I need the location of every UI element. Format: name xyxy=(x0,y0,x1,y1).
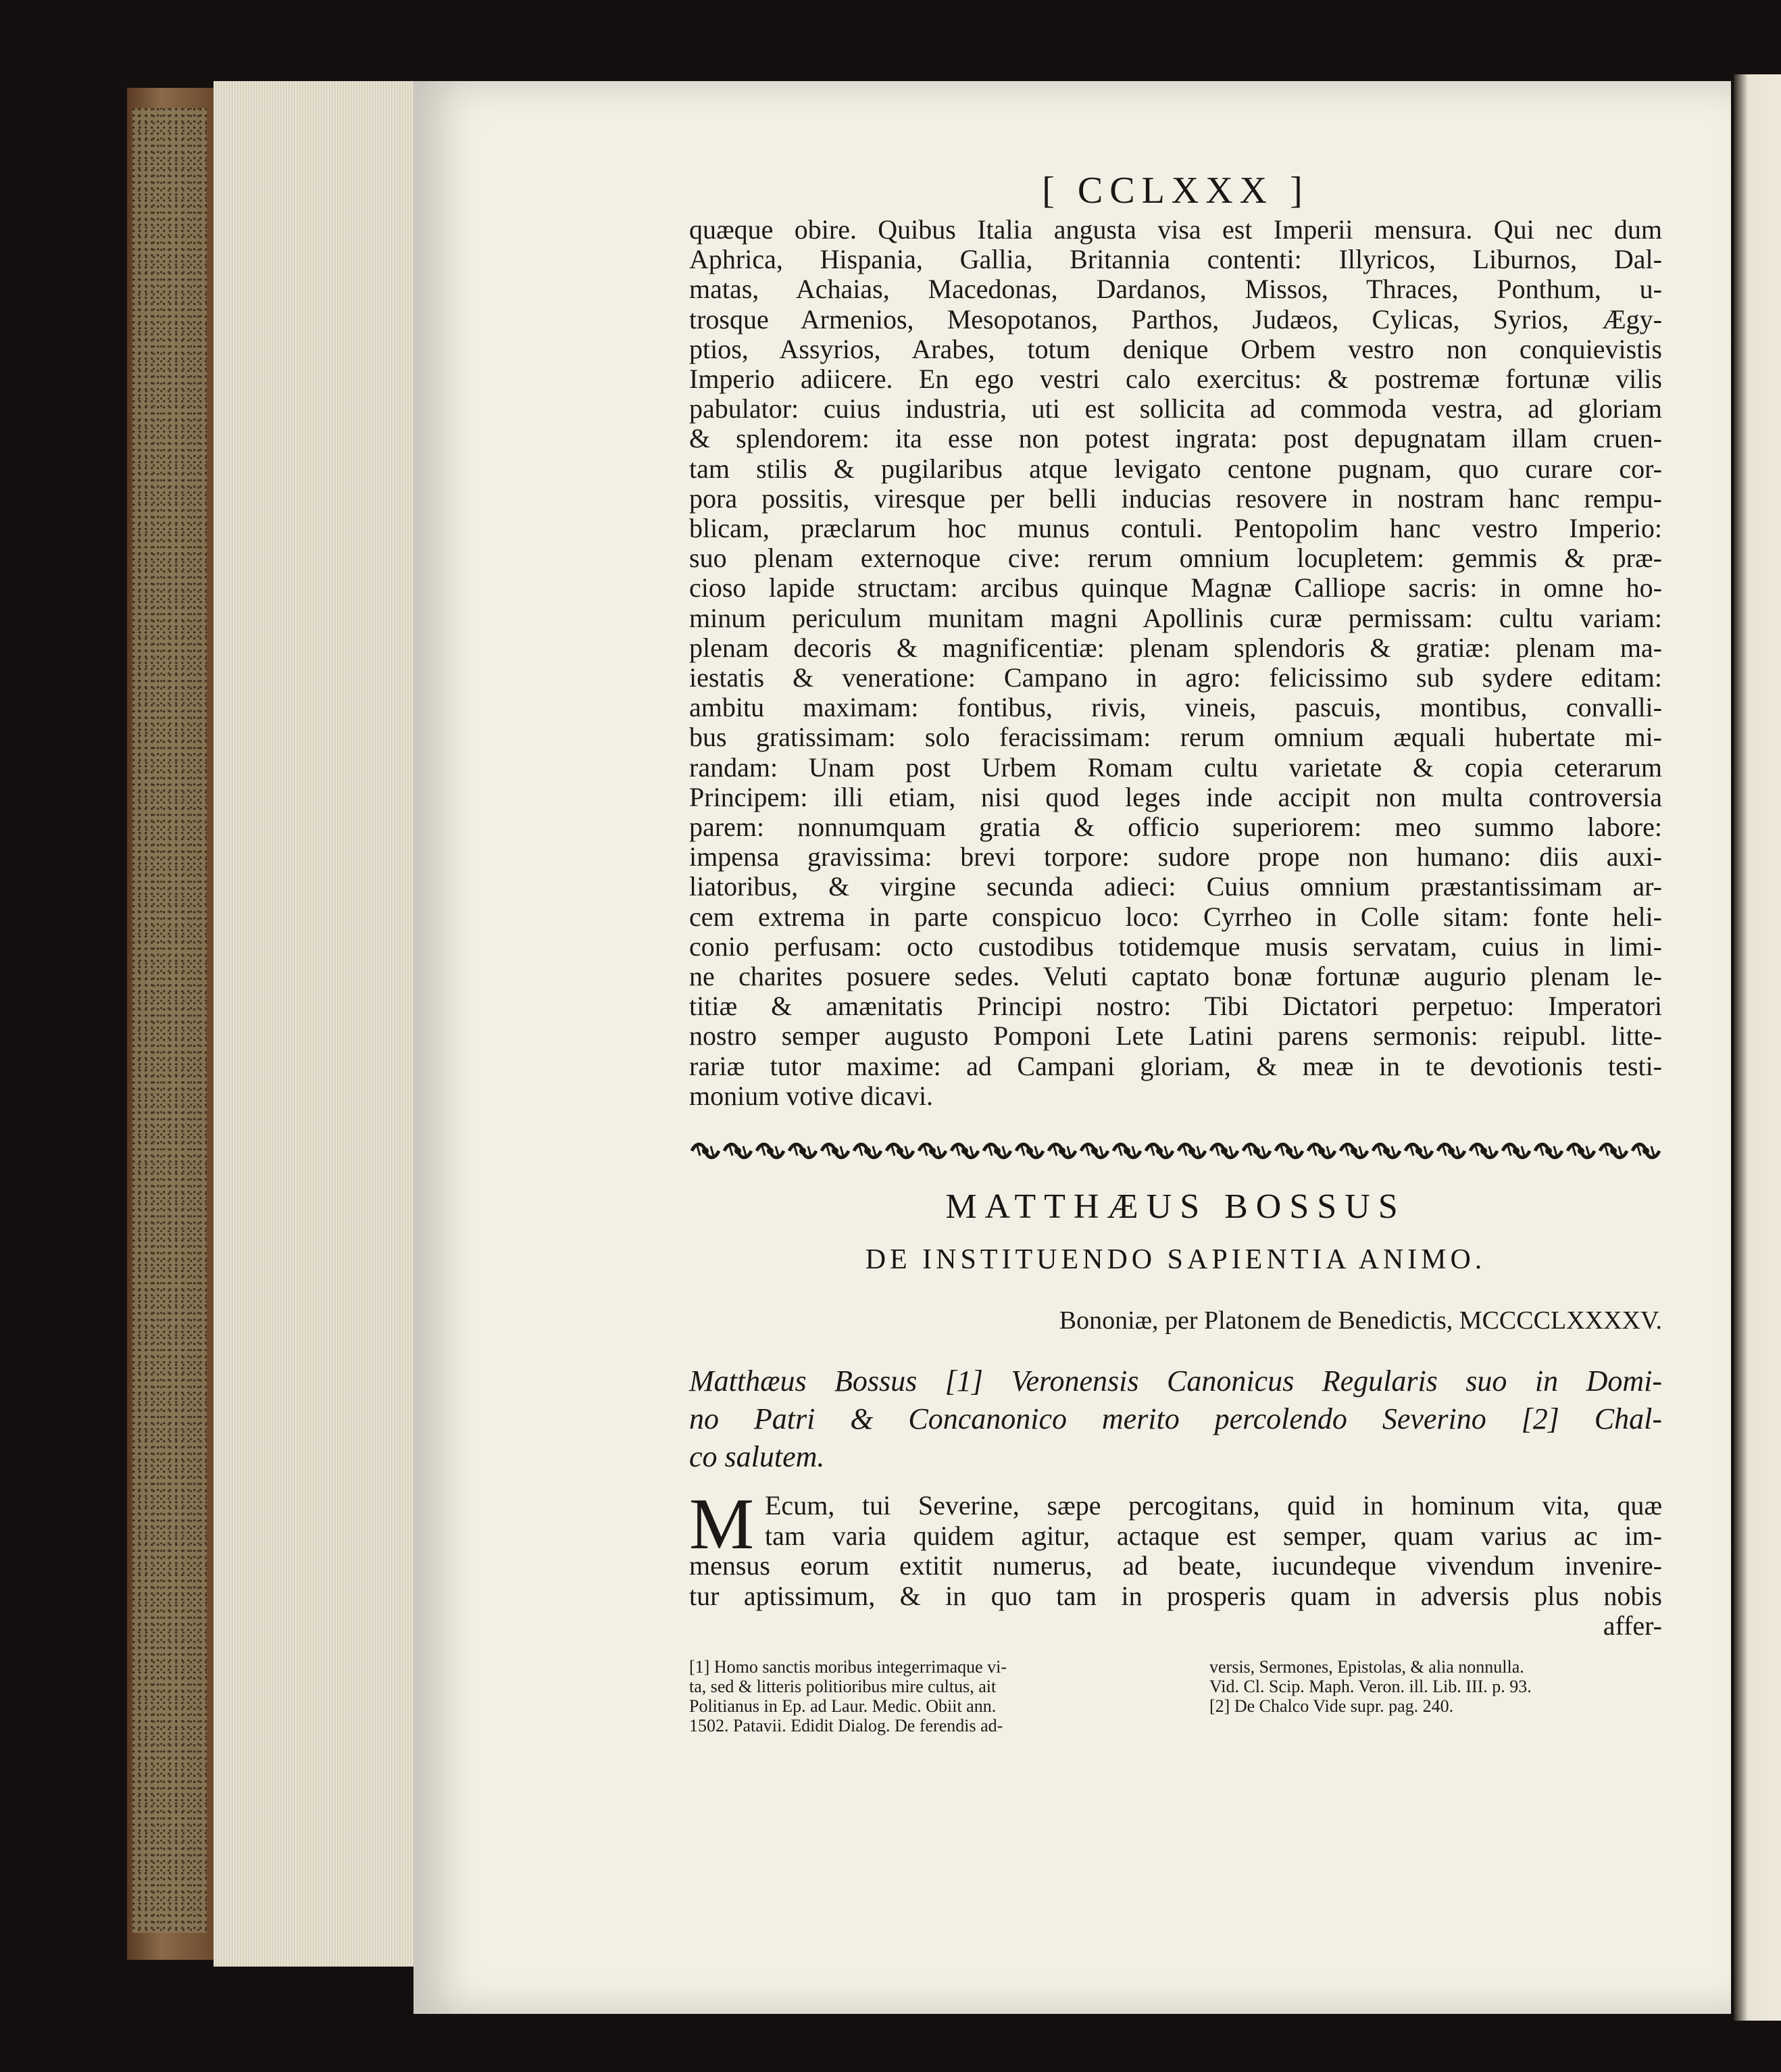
ornament-rule xyxy=(689,1139,1662,1162)
body-line: ptios, Assyrios, Arabes, totum denique Orbem vestro non conquievistis xyxy=(689,333,1662,364)
dedication-line: co salutem. xyxy=(689,1440,825,1473)
body-line: randam: Unam post Urbem Romam cultu varietate & copia ceterarum xyxy=(689,751,1662,783)
body-line: minum periculum munitam magni Apollinis curæ permissam: cultu variam: xyxy=(689,602,1662,633)
opening-line: tur aptissimum, & in quo tam in prosperis quam in adversis plus nobis xyxy=(689,1580,1662,1611)
opening-line: tam varia quidem agitur, actaque est semper, quam varius ac im- xyxy=(765,1520,1662,1551)
footnote-line: Politianus in Ep. ad Laur. Medic. Obiit ann. xyxy=(689,1696,997,1716)
body-line: rariæ tutor maxime: ad Campani gloriam, & meæ in te devotionis testi- xyxy=(689,1050,1662,1081)
body-line: cem extrema in parte conspicuo loco: Cyrrheo in Colle sitam: fonte heli- xyxy=(689,901,1662,932)
body-line: & splendorem: ita esse non potest ingrata: post depugnatam illam cruen- xyxy=(689,423,1662,454)
footnotes-right-column xyxy=(1209,1657,1676,1716)
opening-line: mensus eorum extitit numerus, ad beate, iucundeque vivendum invenire- xyxy=(689,1550,1662,1581)
footnote-line: [2] De Chalco Vide supr. pag. 240. xyxy=(1209,1696,1454,1716)
page-number: [ CCLXXX ] xyxy=(1042,170,1309,212)
body-line: titiæ & amænitatis Principi nostro: Tibi Dictatori perpetuo: Imperatori xyxy=(689,991,1662,1022)
page-stack-edges xyxy=(214,81,416,1967)
opening-paragraph xyxy=(689,1484,1662,1642)
body-line: suo plenam externoque cive: rerum omnium locupletem: gemmis & præ- xyxy=(689,543,1662,574)
body-line: ne charites posuere sedes. Veluti captato bonæ fortunæ augurio plenam le- xyxy=(689,961,1662,992)
body-line: pabulator: cuius industria, uti est sollicita ad commoda vestra, ad gloriam xyxy=(689,393,1662,424)
body-text xyxy=(689,215,1662,1111)
body-line: blicam, præclarum hoc munus contuli. Pentopolim hanc vestro Imperio: xyxy=(689,513,1662,544)
body-line: liatoribus, & virgine secunda adieci: Cuius omnium præstantissimam ar- xyxy=(689,871,1662,902)
body-line: tam stilis & pugilaribus atque levigato centone pugnam, quo curare cor- xyxy=(689,453,1662,484)
dedication-line: no Patri & Concanonico merito percolendo Severino [2] Chal- xyxy=(689,1402,1662,1435)
dedication-line: Matthæus Bossus [1] Veronensis Canonicus Regularis suo in Domi- xyxy=(689,1364,1662,1398)
main-title: MATTHÆUS BOSSUS xyxy=(945,1187,1406,1226)
speckled-fore-edge xyxy=(132,108,207,1933)
sub-title: DE INSTITUENDO SAPIENTIA ANIMO. xyxy=(865,1244,1486,1275)
footnotes-left-column xyxy=(689,1657,1155,1735)
imprint-line: Bononiæ, per Platonem de Benedictis, MCCCCLXXXXV. xyxy=(1059,1306,1662,1335)
body-line: matas, Achaias, Macedonas, Dardanos, Missos, Thraces, Ponthum, u- xyxy=(689,274,1662,305)
body-line: quæque obire. Quibus Italia angusta visa est Imperii mensura. Qui nec dum xyxy=(689,214,1662,245)
body-line: Imperio adiicere. En ego vestri calo exercitus: & postremæ fortunæ vilis xyxy=(689,364,1662,395)
footnote-line: [1] Homo sanctis moribus integerrimaque vi- xyxy=(689,1657,1007,1677)
body-line: bus gratissimam: solo feracissimam: rerum omnium æquali hubertate mi- xyxy=(689,722,1662,753)
footnote-line: 1502. Patavii. Edidit Dialog. De ferendis ad- xyxy=(689,1716,1003,1735)
footnote-line: Vid. Cl. Scip. Maph. Veron. ill. Lib. III. p. 93. xyxy=(1209,1677,1532,1696)
body-line: pora possitis, viresque per belli inducias resovere in nostram hanc rempu- xyxy=(689,483,1662,514)
catchword: affer- xyxy=(1603,1610,1662,1641)
body-line: plenam decoris & magnificentiæ: plenam splendoris & gratiæ: plenam ma- xyxy=(689,632,1662,663)
dedication xyxy=(689,1362,1662,1476)
body-line: ambitu maximam: fontibus, rivis, vineis, pascuis, montibus, convalli- xyxy=(689,692,1662,723)
drop-cap: M xyxy=(689,1484,755,1564)
body-line: cioso lapide structam: arcibus quinque Magnæ Calliope sacris: in omne ho- xyxy=(689,572,1662,603)
body-line: trosque Armenios, Mesopotanos, Parthos, Judæos, Cylicas, Syrios, Ægy- xyxy=(689,303,1662,335)
body-line: conio perfusam: octo custodibus totidemque musis servatam, cuius in limi- xyxy=(689,931,1662,962)
body-line: parem: nonnumquam gratia & officio superiorem: meo summo labore: xyxy=(689,812,1662,843)
body-line: Aphrica, Hispania, Gallia, Britannia contenti: Illyricos, Liburnos, Dal- xyxy=(689,244,1662,275)
body-line: Principem: illi etiam, nisi quod leges inde accipit non multa controversia xyxy=(689,781,1662,812)
body-line: monium votive dicavi. xyxy=(689,1080,934,1111)
body-line: iestatis & veneratione: Campano in agro: felicissimo sub sydere editam: xyxy=(689,662,1662,693)
footnote-line: ta, sed & litteris politioribus mire cultus, ait xyxy=(689,1677,997,1696)
body-line: nostro semper augusto Pomponi Lete Latini parens sermonis: reipubl. litte- xyxy=(689,1020,1662,1052)
footnote-line: versis, Sermones, Epistolas, & alia nonnulla. xyxy=(1209,1657,1524,1677)
facing-page-edge xyxy=(1734,74,1781,2021)
body-line: impensa gravissima: brevi torpore: sudore prope non humano: diis auxi- xyxy=(689,841,1662,872)
opening-line: Ecum, tui Severine, sæpe percogitans, quid in hominum vita, quæ xyxy=(765,1490,1662,1521)
